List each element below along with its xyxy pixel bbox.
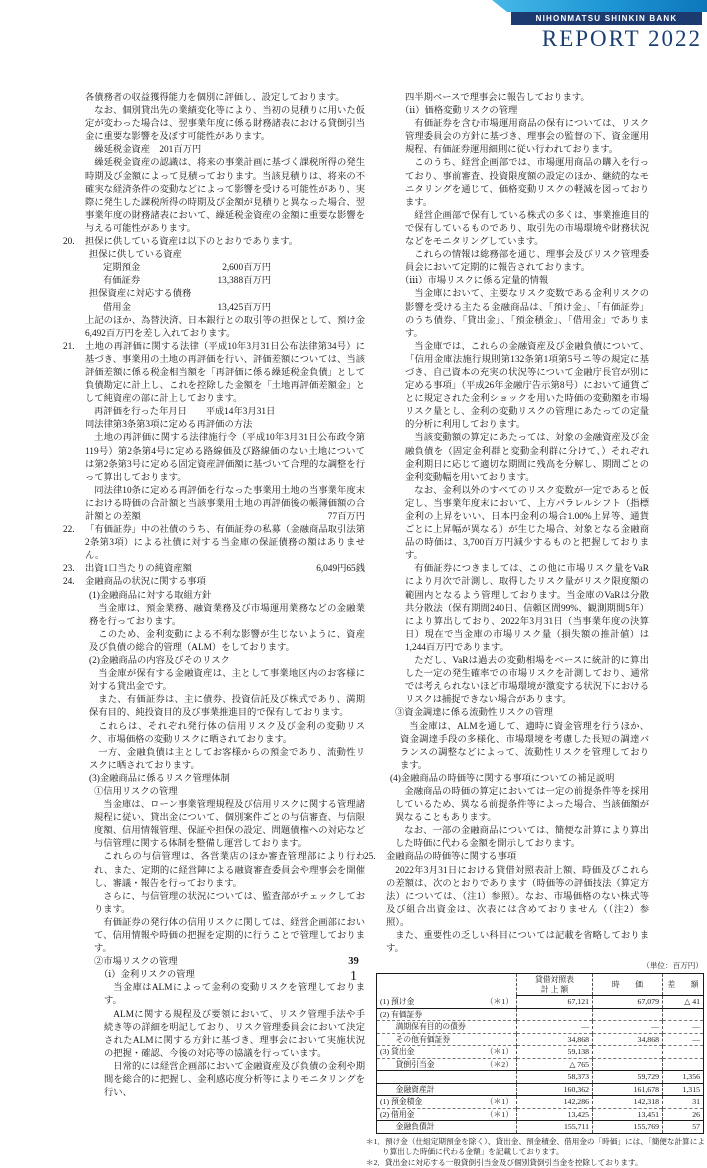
sheet-number: 1 bbox=[350, 969, 357, 984]
sub-heading: ②市場リスクの管理 bbox=[94, 957, 178, 968]
amount-label: 有価証券 bbox=[103, 276, 141, 287]
sub-heading: ①信用リスクの管理 bbox=[94, 786, 178, 797]
paragraph: 上記のほか、為替決済、日本銀行との取引等の担保として、預け金6,492百万円を差し入れております。 bbox=[85, 315, 365, 339]
sub-heading: （ⅰ）金利リスクの管理 bbox=[99, 970, 195, 981]
sub-heading: （ⅲ）市場リスクに係る定量的情報 bbox=[400, 276, 549, 287]
paragraph: 当金庫が保有する金融資産は、主として事業地区内のお客様に対する貸出金です。 bbox=[89, 669, 365, 693]
footnote: ＊1．預け金（仕組定期預金を除く）、貸出金、預金積金、借用金の「時価」には、「簡便な計算により算出した時価に代わる金額」を記載しております。 bbox=[366, 1136, 705, 1157]
numbered-item: 25. 金融商品の時価等に関する事項 bbox=[364, 851, 649, 864]
paragraph: ALMに関する規程及び要領において、リスク管理手法や手続き等の詳細を明記しており、リスク管理委員会において決定されたALMに関する方針に基づき、理事会において実施状況の把握・確認、今後の対応等の協議を行っています。 bbox=[104, 1009, 365, 1059]
page-number: 39 bbox=[348, 956, 359, 967]
paragraph: これらは、それぞれ発行体の信用リスク及び金利の変動リスク、市場価格の変動リスクに晒されております。 bbox=[89, 721, 365, 745]
paragraph: 当金庫は、ローン事業管理規程及び信用リスクに関する管理諸規程に従い、貸出金について、個別案件ごとの与信審査、与信限度額、信用情報管理、保証や担保の設定、問題債権への対応など与信管理に関する体制を整備し運営しております。 bbox=[94, 800, 365, 850]
paragraph: 同法律第3条第3項に定める再評価の方法 bbox=[85, 420, 253, 431]
table-row: (2) 借用金 （＊1） 13,425 13,451 26 bbox=[377, 1108, 704, 1121]
item-number: 22. bbox=[63, 525, 75, 536]
paragraph: 当金庫では、これらの金融資産及び金融負債について、「信用金庫法施行規則第132条第1項第5号ニ等の規定に基づき、自己資本の充実の状況等について金融庁長官が別に定める事項」（平成26年金融庁告示第8号）において通貨ごとに規定された金利ショックを用いた時価の変動額を市場リスク量とし、金利の変動リスクの管理にあたっての定量的分析に利用しております。 bbox=[405, 341, 649, 431]
sub-heading: (1)金融商品に対する取組方針 bbox=[89, 590, 212, 601]
table-unit-label: （単位：百万円） bbox=[642, 961, 703, 971]
paragraph: 各債務者の収益獲得能力を個別に評価し、設定しております。 bbox=[85, 93, 345, 103]
table-footnotes bbox=[366, 1137, 705, 1168]
paragraph: 再評価を行った年月日 平成14年3月31日 bbox=[94, 407, 276, 418]
footnote: ＊2．貸出金に対応する一般貸倒引当金及び個別貸倒引当金を控除しております。 bbox=[366, 1157, 643, 1167]
sub-heading: (3)金融商品に係るリスク管理体制 bbox=[89, 773, 230, 784]
paragraph: 日常的には経営企画部において金融資産及び負債の金利や期間を総合的に把握し、金利感応度分析等によりモニタリングを行い、 bbox=[104, 1061, 365, 1099]
paragraph: これらの情報は総務部を通じ、理事会及びリスク管理委員会において定期的に報告されております。 bbox=[405, 250, 649, 274]
paragraph: さらに、与信管理の状況については、監査部がチェックしております。 bbox=[94, 891, 365, 915]
table-row: (3) 貸出金 （＊1） 59,138 bbox=[377, 1046, 704, 1059]
numbered-item: 22. 「有価証券」中の社債のうち、有価証券の私募（金融商品取引法第2条第3項）による社債に対する当金庫の保証債務の額はありません。 bbox=[63, 525, 365, 562]
paragraph: 当該変動額の算定にあたっては、対象の金融資産及び金融負債を（固定金利群と変動金利群に分けて、）それぞれ金利期日に応じて適切な期間に残高を分解し、期間ごとの金利変動幅を用いております。 bbox=[405, 433, 649, 483]
sub-heading: (4)金融商品の時価等に関する事項についての補足説明 bbox=[390, 773, 615, 784]
table-row: 貸倒引当金 （＊2） △ 765 bbox=[377, 1058, 704, 1071]
table-row: (1) 預金積金 （＊1） 142,286 142,318 31 bbox=[377, 1096, 704, 1109]
table-row: その他有価証券 34,868 34,868 ― bbox=[377, 1033, 704, 1046]
paragraph: 同法律10条に定める再評価を行なった事業用土地の当事業年度末における時価の合計額と当該事業用土地の再評価後の帳簿価額の合計額との差額 77百万円 bbox=[63, 485, 365, 524]
item-number: 24. bbox=[63, 577, 75, 588]
paragraph: また、有価証券は、主に債券、投資信託及び株式であり、満期保有目的、純投資目的及び事業推進目的で保有しております。 bbox=[89, 695, 365, 719]
col-header-difference: 差 額 bbox=[663, 974, 704, 996]
item-number: 20. bbox=[63, 237, 75, 248]
paragraph: このうち、経営企画部では、市場運用商品の購入を行っており、事前審査、投資限度額の設定のほか、継続的なモニタリングを通じて、価格変動リスクの軽減を図っております。 bbox=[405, 158, 649, 208]
paragraph: 担保資産に対応する債務 bbox=[89, 289, 192, 300]
inline-amount: 77百万円 bbox=[327, 512, 365, 522]
paragraph: 2022年3月31日における貸借対照表計上額、時価及びこれらの差額は、次のとおりであります（時価等の評価技法（算定方法）については、（注1）参照）。なお、市場価格のない株式等及び組合出資金は、次表には含めておりません（（注2）参照）。 bbox=[386, 865, 649, 928]
paragraph: 当金庫はALMによって金利の変動リスクを管理しております。 bbox=[104, 983, 365, 1007]
amount-value: 13,388百万円 bbox=[217, 276, 271, 287]
table-row: 満期保有目的の債券 ― ― ― bbox=[377, 1021, 704, 1034]
amount-label: 定期預金 bbox=[103, 263, 141, 274]
paragraph: 当金庫は、預金業務、融資業務及び市場運用業務などの金融業務を行っております。 bbox=[89, 603, 365, 627]
right-column bbox=[364, 92, 705, 1167]
amount-label: 借用金 bbox=[103, 302, 131, 313]
numbered-item: 24. 金融商品の状況に関する事項 bbox=[63, 576, 365, 589]
numbered-item: 20. 担保に供している資産は以下のとおりであります。 bbox=[63, 236, 365, 249]
inline-amount: 6,049円65銭 bbox=[316, 564, 365, 575]
paragraph: 有価証券の発行体の信用リスクに関しては、経営企画部において、信用情報や時価の把握を定期的に行うことで管理しております。 bbox=[94, 917, 365, 955]
table-total-row: 金融負債計 155,711 155,769 57 bbox=[377, 1121, 704, 1134]
paragraph: 一方、金融負債は主としてお客様からの預金であり、流動性リスクに晒されております。 bbox=[89, 747, 365, 771]
paragraph: なお、一部の金融商品については、簡便な計算により算出した時価に代わる金額を開示しております。 bbox=[395, 826, 649, 850]
col-header-book-value: 貸借対照表 計 上 額 bbox=[517, 974, 593, 996]
amount-value: 2,600百万円 bbox=[222, 263, 271, 274]
paragraph: ただし、VaRは過去の変動相場をベースに統計的に算出した一定の発生確率での市場リスクを計測しており、通常では考えられないほど市場環境が激変する状況下におけるリスクは捕捉できない場合があります。 bbox=[405, 656, 649, 706]
numbered-item: 23. 出資1口当たりの純資産額 6,049円65銭 bbox=[63, 563, 365, 576]
left-column bbox=[63, 92, 365, 1099]
paragraph: なお、個別貸出先の業績変化等により、当初の見積りに用いた仮定が変わった場合は、翌事業年度に係る財務諸表における貸倒引当金に重要な影響を及ぼす可能性があります。 bbox=[85, 106, 365, 143]
paragraph: 繰延税金資産の認識は、将来の事業計画に基づく課税所得の発生時期及び金額によって見積っております。当該見積りは、将来の不確実な経済条件の変動などによって影響を受ける可能性があり、実際に発生した課税所得の時期及び金額が見積りと異なった場合、翌事業年度の財務諸表において、繰延税金資産の金額に重要な影響を与える可能性があります。 bbox=[85, 158, 365, 234]
bank-name-bar bbox=[511, 12, 702, 25]
paragraph: 土地の再評価に関する法律施行令（平成10年3月31日公布政令第119号）第2条第4号に定める路線価及び路線価のない土地については第2条第3号に定める固定資産評価額に基づいて合理的な調整を行って算出しております。 bbox=[85, 433, 365, 483]
table-row: (1) 預け金 （＊1） 67,121 67,079 △ 41 bbox=[377, 996, 704, 1009]
sub-heading: (2)金融商品の内容及びそのリスク bbox=[89, 656, 230, 667]
table-total-row: 金融資産計 160,362 161,678 1,315 bbox=[377, 1083, 704, 1096]
col-header-fair-value: 時 価 bbox=[593, 974, 663, 996]
paragraph: なお、金利以外のすべてのリスク変数が一定であると仮定し、当事業年度末において、上方パラレルシフト（指標金利の上昇をいい、日本円金利の場合1.00%上昇等、通貨ごとに上昇幅が異なる）が生じた場合、対象となる金融商品の時価は、3,700百万円減少するものと把握しております。 bbox=[405, 485, 649, 562]
header-accent-band bbox=[492, 0, 707, 12]
paragraph: 四半期ベースで理事会に報告しております。 bbox=[405, 93, 590, 103]
item-number: 21. bbox=[63, 341, 75, 352]
sub-heading: ③資金調達に係る流動性リスクの管理 bbox=[395, 708, 553, 719]
amount-row bbox=[63, 302, 365, 315]
amount-row bbox=[63, 275, 365, 288]
item-number: 23. bbox=[63, 564, 75, 575]
paragraph: 担保に供している資産 bbox=[89, 250, 182, 261]
bank-name: NIHONMATSU SHINKIN BANK bbox=[535, 14, 678, 23]
table-row: (2) 有価証券 bbox=[377, 1008, 704, 1021]
numbered-item: 21. 土地の再評価に関する法律（平成10年3月31日公布法律第34号）に基づき、事業用の土地の再評価を行い、評価差額については、当該評価差額に係る税金相当額を「再評価に係る繰延税金負債」として負債勘定に計上し、これを控除した金額を「土地再評価差額金」として純資産の部に計上しております。 bbox=[63, 341, 365, 405]
amount-row bbox=[63, 262, 365, 275]
fair-value-table bbox=[376, 973, 704, 1134]
paragraph: 当金庫は、ALMを通して、適時に資金管理を行うほか、資金調達手段の多様化、市場環境を考慮した長短の調達バランスの調整などによって、流動性リスクを管理しております。 bbox=[400, 721, 649, 771]
paragraph: 金融商品の時価の算定においては一定の前提条件等を採用しているため、異なる前提条件等によった場合、当該価額が異なることもあります。 bbox=[395, 786, 649, 824]
paragraph: このため、金利変動による不利な影響が生じないように、資産及び負債の総合的管理（ALM）をしております。 bbox=[89, 629, 365, 653]
paragraph: 繰延税金資産 201百万円 bbox=[94, 145, 202, 156]
paragraph: これらの与信管理は、各営業店のほか審査管理部により行われ、また、定期的に経営陣による融資審査委員会や理事会を開催し、審議・報告を行っております。 bbox=[94, 852, 365, 889]
report-title: REPORT 2022 bbox=[541, 26, 702, 51]
paragraph: また、重要性の乏しい科目については記載を省略しております。 bbox=[386, 931, 649, 955]
paragraph: 経営企画部で保有している株式の多くは、事業推進目的で保有しているものであり、取引先の市場環境や財務状況などをモニタリングしています。 bbox=[405, 210, 649, 248]
paragraph: 有価証券を含む市場運用商品の保有については、リスク管理委員会の方針に基づき、理事会の監督の下、資金運用規程、有価証券運用細則に従い行われております。 bbox=[405, 119, 649, 156]
amount-value: 13,425百万円 bbox=[217, 302, 271, 313]
table-row: 58,373 59,729 1,356 bbox=[377, 1071, 704, 1084]
paragraph: 有価証券につきましては、この他に市場リスク量をVaRにより月次で計測し、取得したリスク量がリスク限度額の範囲内となるよう管理しております。当金庫のVaRは分散共分散法（保有期間240日、信頼区間99%、観測期間5年）により算出しており、2022年3月31日（当事業年度の決算日）現在で当金庫の市場リスク量（損失額の推計値）は1,244百万円であります。 bbox=[405, 564, 649, 653]
sub-heading: （ⅱ）価格変動リスクの管理 bbox=[400, 106, 518, 117]
paragraph: 当金庫において、主要なリスク変数である金利リスクの影響を受ける主たる金融商品は、「預け金」、「有価証券」のうち債券、「貸出金」、「預金積金」、「借用金」であります。 bbox=[405, 289, 649, 339]
item-number: 25. bbox=[364, 852, 376, 863]
